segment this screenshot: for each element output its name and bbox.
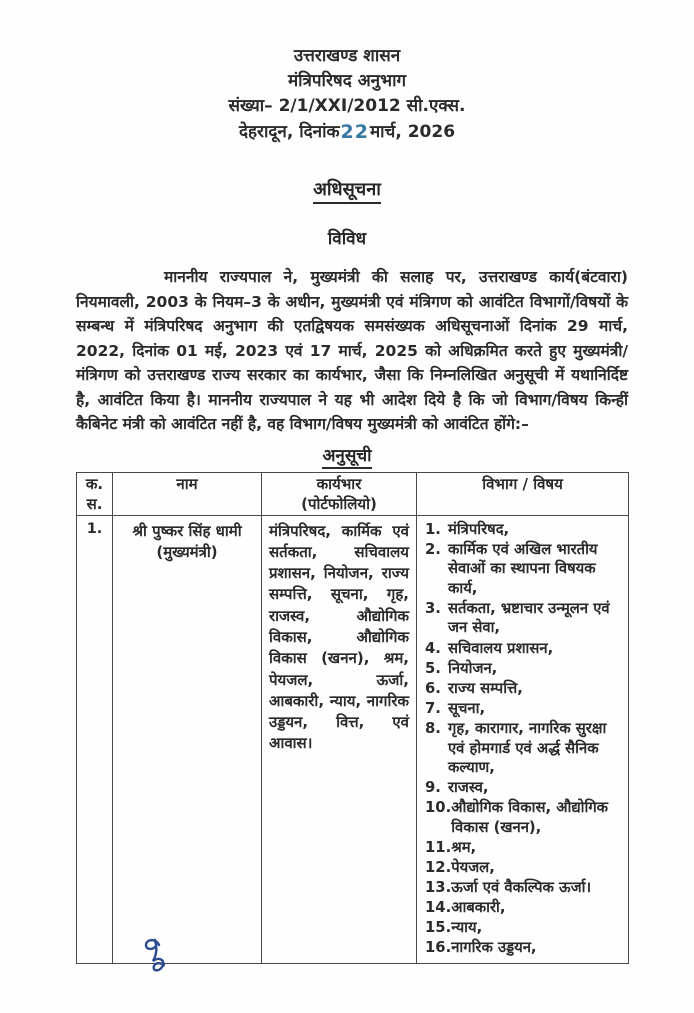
department-item: 15. न्याय, [425,919,483,937]
serial-header-line1: क. [85,474,104,493]
notification-title: अधिसूचना [313,177,381,204]
place-date-line [0,119,694,145]
name-cell [113,515,262,963]
department-item: 7. सूचना, [425,699,486,717]
portfolio-cell: मंत्रिपरिषद, कार्मिक एवं सर्तकता, सचिवालय प्रशासन, नियोजन, राज्य सम्पत्ति, सूचना, गृह, राजस्व, औद्योगिक विकास, औद्योगिक विकास (खनन), श्रम, पेयजल, ऊर्जा, आबकारी, न्याय, नागरिक उड्डयन, वित्त, एवं आवास। [262,515,417,963]
department-item: 13. ऊर्जा एवं वैकल्पिक ऊर्जा। [425,879,592,897]
schedule-table [76,472,629,964]
org-name: उत्तराखण्ड शासन [293,46,401,66]
department-item: 16. नागरिक उड्डयन, [425,939,537,957]
column-header-portfolio [262,472,417,515]
schedule-title: अनुसूची [322,443,371,469]
department-item: 14. आबकारी, [425,899,506,917]
department-item: 1. मंत्रिपरिषद, [425,520,510,538]
portfolio-header-line2: (पोर्टफोलियो) [301,494,377,513]
column-header-name: नाम [113,472,262,515]
department-item: 11. श्रम, [425,839,477,856]
serial-cell: 1. [77,515,113,963]
department-item: 10. औद्योगिक विकास, औद्योगिक विकास (खनन), [425,799,609,836]
department-item: 9. राजस्व, [425,779,489,797]
column-header-serial [77,472,113,515]
minister-name: श्री पुष्कर सिंह धामी [132,521,242,540]
column-header-departments: विभाग / विषय [417,472,629,515]
handwritten-signature-mark [136,936,174,986]
department-item: 5. नियोजन, [425,659,498,677]
place-date-suffix: मार्च, 2026 [369,122,456,142]
body-paragraph: माननीय राज्यपाल ने, मुख्यमंत्री की सलाह पर, उत्तराखण्ड कार्य(बंटवारा) नियमावली, 2003 के नियम–3 के अधीन, मुख्यमंत्री एवं मंत्रिगण को आवंटित विभागों/विषयों के सम्बन्ध में मंत्रिपरिषद अनुभाग की एतद्विषयक समसंख्यक अधिसूचनाओं दिनांक 29 मार्च, 2022, दिनांक 01 मई, 2023 एवं 17 मार्च, 2025 को अधिक्रमित करते हुए मुख्यमंत्री/मंत्रिगण को उत्तराखण्ड राज्य सरकार का कार्यभार, जैसा कि निम्नलिखित अनुसूची में यथानिर्दिष्ट है, आवंटित किया है। माननीय राज्यपाल ने यह भी आदेश दिये है कि जो विभाग/विषय किन्हीं कैबिनेट मंत्री को आवंटित नहीं है, वह विभाग/विषय मुख्यमंत्री को आवंटित होंगे:– [76,268,628,433]
department-item: 4. सचिवालय प्रशासन, [425,639,554,657]
place-date-prefix: देहरादून, दिनांक [238,122,340,142]
document-header [0,0,694,145]
department-item: 3. सर्तकता, भ्रष्टाचार उन्मूलन एवं जन सेवा, [425,599,610,637]
schedule-title-row [0,443,694,469]
departments-list [422,520,624,959]
handwritten-day: 22 [340,121,369,143]
serial-header-line2: स. [86,494,103,513]
portfolio-header-line1: कार्यभार [316,474,362,493]
reference-number: संख्या– 2/1/XXI/2012 सी.एक्स. [228,96,466,116]
department-item: 12. पेयजल, [425,859,495,877]
minister-designation: (मुख्यमंत्री) [156,542,218,561]
department-item: 8. गृह, कारागार, नागरिक सुरक्षा एवं होमगार्ड एवं अर्द्ध सैनिक कल्याण, [425,719,607,777]
table-header-row [77,472,629,515]
table-row [77,515,629,963]
category-title: विविध [327,229,367,249]
departments-cell [417,515,629,963]
department-item: 2. कार्मिक एवं अखिल भारतीय सेवाओं का स्थापना विषयक कार्य, [425,540,598,597]
department-item: 6. राज्य सम्पत्ति, [425,679,523,697]
section-name: मंत्रिपरिषद अनुभाग [287,71,407,91]
notification-title-row [0,177,694,204]
